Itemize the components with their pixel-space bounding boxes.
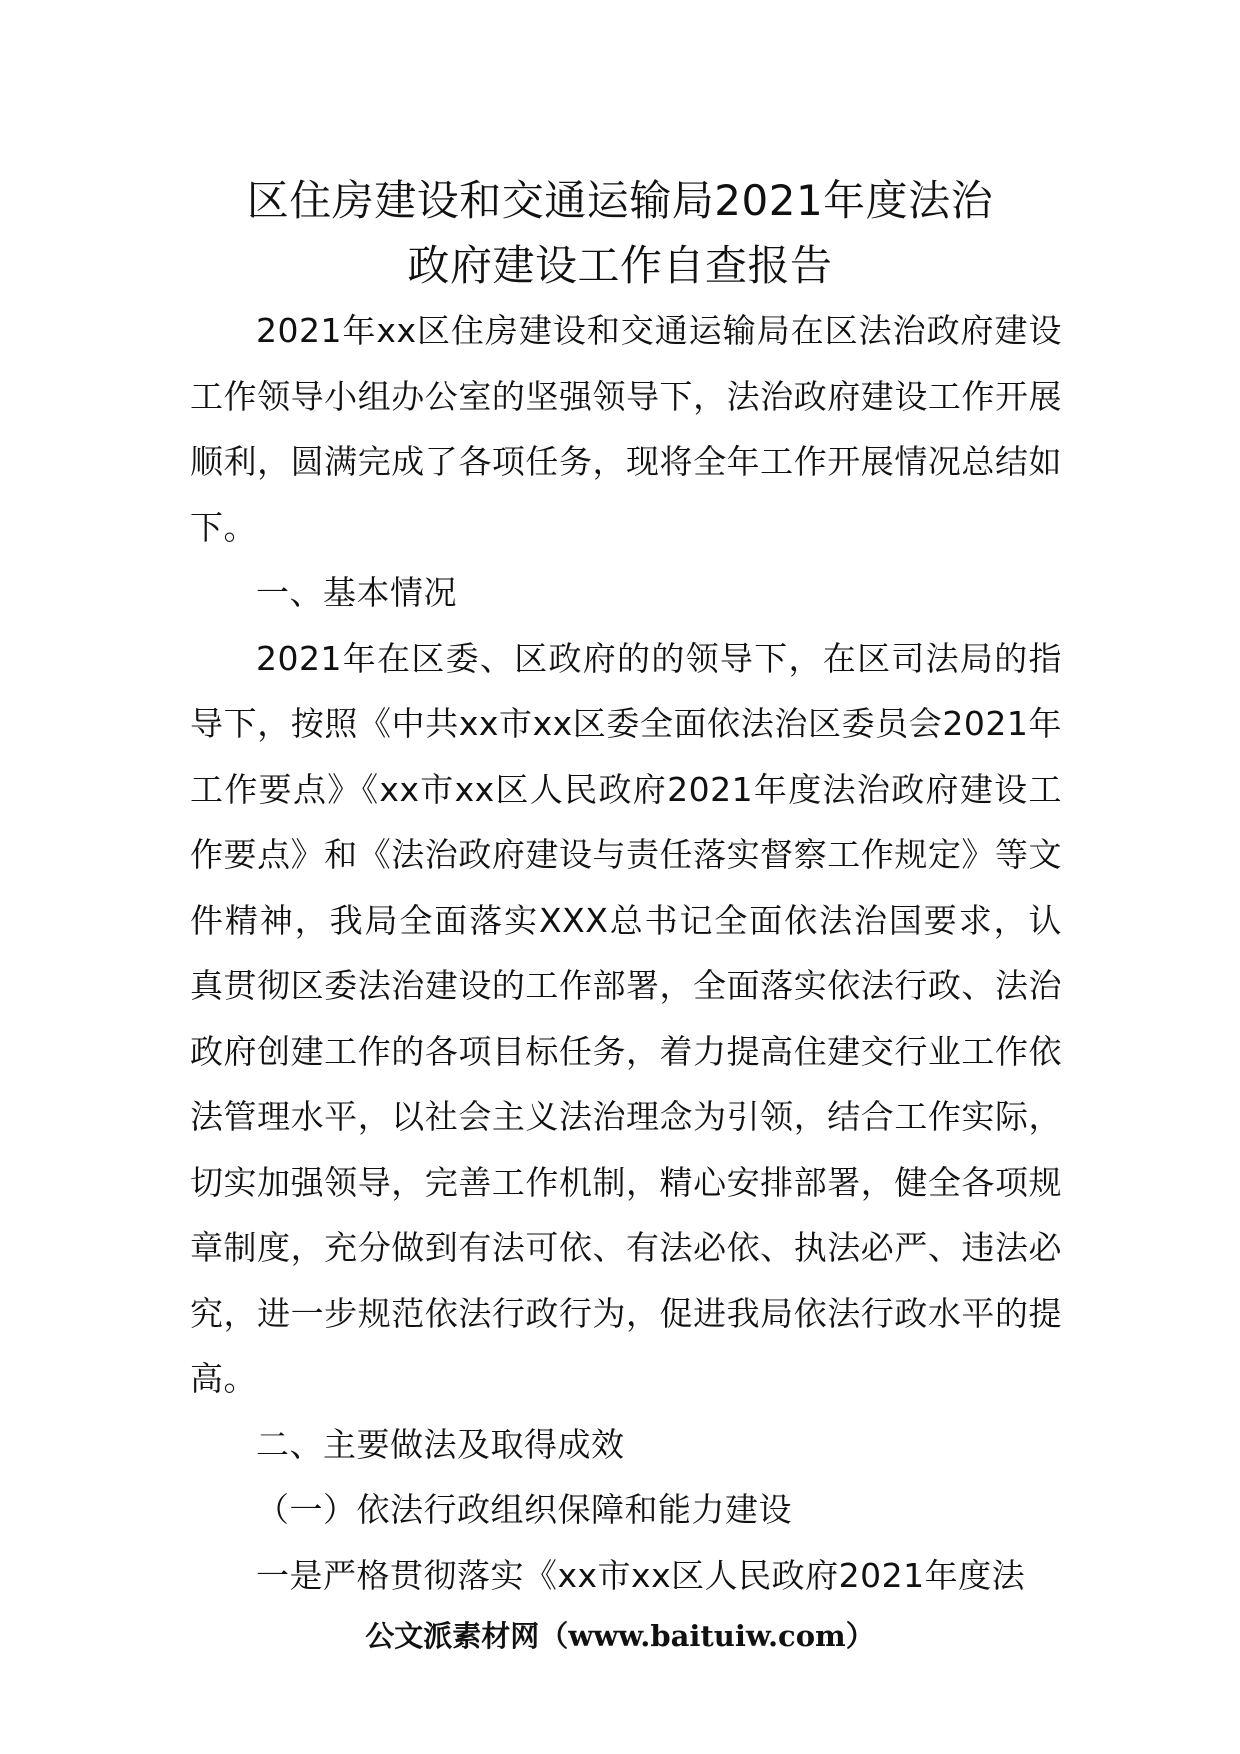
section-heading-basic-situation: 一、基本情况 — [256, 573, 457, 612]
footer-watermark: 公文派素材网（www.baituiw.com） — [365, 1619, 875, 1653]
basic-situation-paragraph: 2021年在区委、区政府的的领导下，在区司法局的指导下，按照《中共xx市xx区委全面依法治区委员会2021年工作要点》《xx市xx区人民政府2021年度法治政府建设工作要点》和《法治政府建设与责任落实督察工作规定》等文件精神，我局全面落实XXX总书记全面依法治国要求，认真贯彻区委法治建设的工作部署，全面落实依法行政、法治政府创建工作的各项目标任务，着力提高住建交行业工作依法管理水平，以社会主义法治理念为引领，结合工作实际，切实加强领导，完善工作机制，精心安排部署，健全各项规章制度，充分做到有法可依、有法必依、执法必严、违法必究，进一步规范依法行政行为，促进我局依法行政水平的提高。 — [190, 638, 1062, 1398]
document-title-line-1: 区住房建设和交通运输局2021年度法治 — [246, 176, 994, 225]
section-heading-main-practices: 二、主要做法及取得成效 — [256, 1424, 625, 1464]
intro-paragraph: 2021年xx区住房建设和交通运输局在区法治政府建设工作领导小组办公室的坚强领导下，法治政府建设工作开展顺利，圆满完成了各项任务，现将全年工作开展情况总结如下。 — [190, 311, 1062, 547]
first-measure-paragraph: 一是严格贯彻落实《xx市xx区人民政府2021年度法 — [256, 1555, 1026, 1595]
subsection-heading-organization: （一）依法行政组织保障和能力建设 — [256, 1490, 792, 1529]
document-title-line-2: 政府建设工作自查报告 — [407, 241, 833, 290]
document-body — [190, 298, 1062, 1608]
